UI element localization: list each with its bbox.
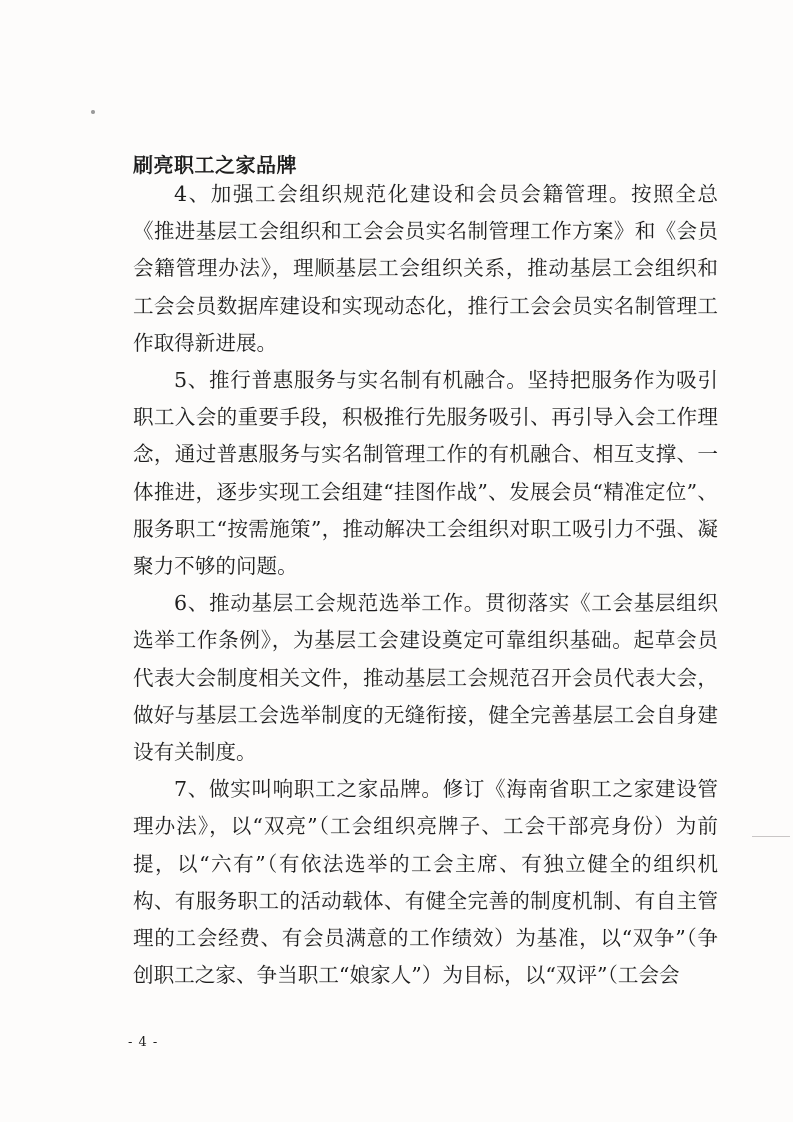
- section-heading: 刷亮职工之家品牌: [133, 153, 297, 177]
- paragraph-6: 6、推动基层工会规范选举工作。贯彻落实《工会基层组织选举工作条例》，为基层工会建设奠定可靠组织基础。起草会员代表大会制度相关文件，推动基层工会规范召开会员代表大会，做好与基层工会选举制度的无缝衔接，健全完善基层工会自身建设有关制度。: [133, 591, 718, 765]
- paragraph-5: 5、推行普惠服务与实名制有机融合。坚持把服务作为吸引职工入会的重要手段，积极推行先服务吸引、再引导入会工作理念，通过普惠服务与实名制管理工作的有机融合、相互支撑、一体推进，逐步实现工会组建“挂图作战”、发展会员“精准定位”、服务职工“按需施策”，推动解决工会组织对职工吸引力不强、凝聚力不够的问题。: [133, 368, 718, 579]
- page-number: - 4 -: [128, 1035, 159, 1050]
- paragraph-4: 4、加强工会组织规范化建设和会员会籍管理。按照全总《推进基层工会组织和工会会员实名制管理工作方案》和《会员会籍管理办法》，理顺基层工会组织关系，推动基层工会组织和工会会员数据库建设和实现动态化，推行工会会员实名制管理工作取得新进展。: [133, 182, 718, 355]
- body-text: [133, 176, 718, 994]
- scan-speck: [91, 110, 95, 114]
- edge-mark: [752, 836, 790, 837]
- paragraph-7: 7、做实叫响职工之家品牌。修订《海南省职工之家建设管理办法》，以“双亮”（工会组织亮牌子、工会干部亮身份）为前提，以“六有”（有依法选举的工会主席、有独立健全的组织机构、有服务职工的活动载体、有健全完善的制度机制、有自主管理的工会经费、有会员满意的工作绩效）为基准，以“双争”（争创职工之家、争当职工“娘家人”）为目标，以“双评”（工会会: [133, 777, 718, 988]
